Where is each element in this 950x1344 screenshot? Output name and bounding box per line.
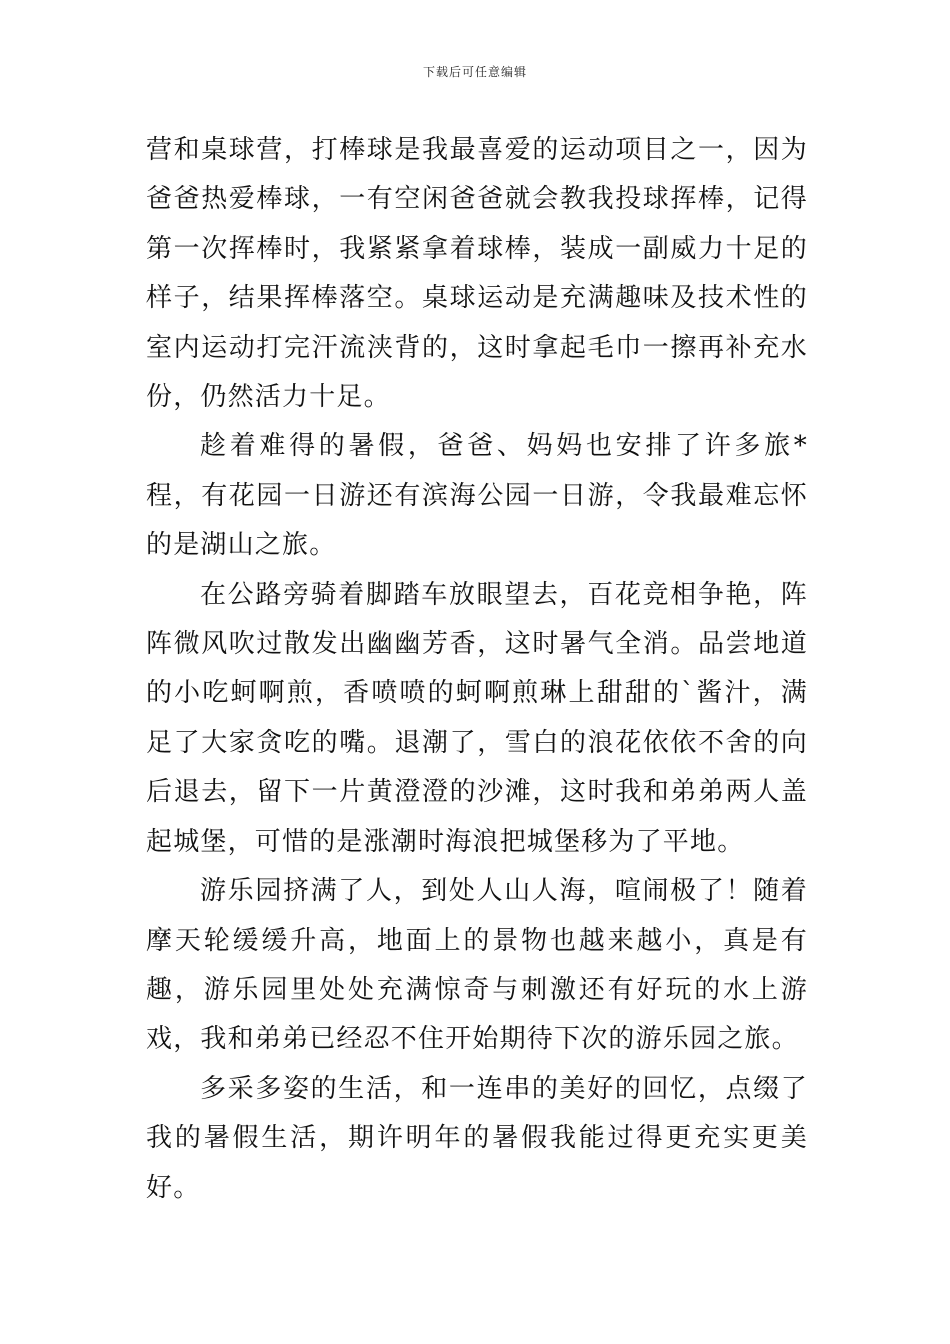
paragraph-2: 趁着难得的暑假，爸爸、妈妈也安排了许多旅*程，有花园一日游还有滨海公园一日游，令我最难忘怀的是湖山之旅。 xyxy=(146,431,808,561)
document-body xyxy=(146,126,808,1213)
paragraph-5: 多采多姿的生活，和一连串的美好的回忆，点缀了我的暑假生活，期许明年的暑假我能过得更充实更美好。 xyxy=(146,1073,808,1203)
paragraph-3: 在公路旁骑着脚踏车放眼望去，百花竞相争艳，阵阵微风吹过散发出幽幽芳香，这时暑气全消。品尝地道的小吃蚵啊煎，香喷喷的蚵啊煎琳上甜甜的`酱汁，满足了大家贪吃的嘴。退潮了，雪白的浪花依依不舍的向后退去，留下一片黄澄澄的沙滩，这时我和弟弟两人盖起城堡，可惜的是涨潮时海浪把城堡移为了平地。 xyxy=(146,579,808,857)
page-header: 下载后可任意编辑 xyxy=(422,65,527,79)
paragraph-1: 营和桌球营，打棒球是我最喜爱的运动项目之一，因为爸爸热爱棒球，一有空闲爸爸就会教我投球挥棒，记得第一次挥棒时，我紧紧拿着球棒，装成一副威力十足的样子，结果挥棒落空。桌球运动是充满趣味及技术性的室内运动打完汗流浃背的，这时拿起毛巾一擦再补充水份，仍然活力十足。 xyxy=(146,135,808,413)
paragraph-4: 游乐园挤满了人，到处人山人海，喧闹极了！随着摩天轮缓缓升高，地面上的景物也越来越小，真是有趣，游乐园里处处充满惊奇与刺激还有好玩的水上游戏，我和弟弟已经忍不住开始期待下次的游乐园之旅。 xyxy=(146,876,808,1055)
